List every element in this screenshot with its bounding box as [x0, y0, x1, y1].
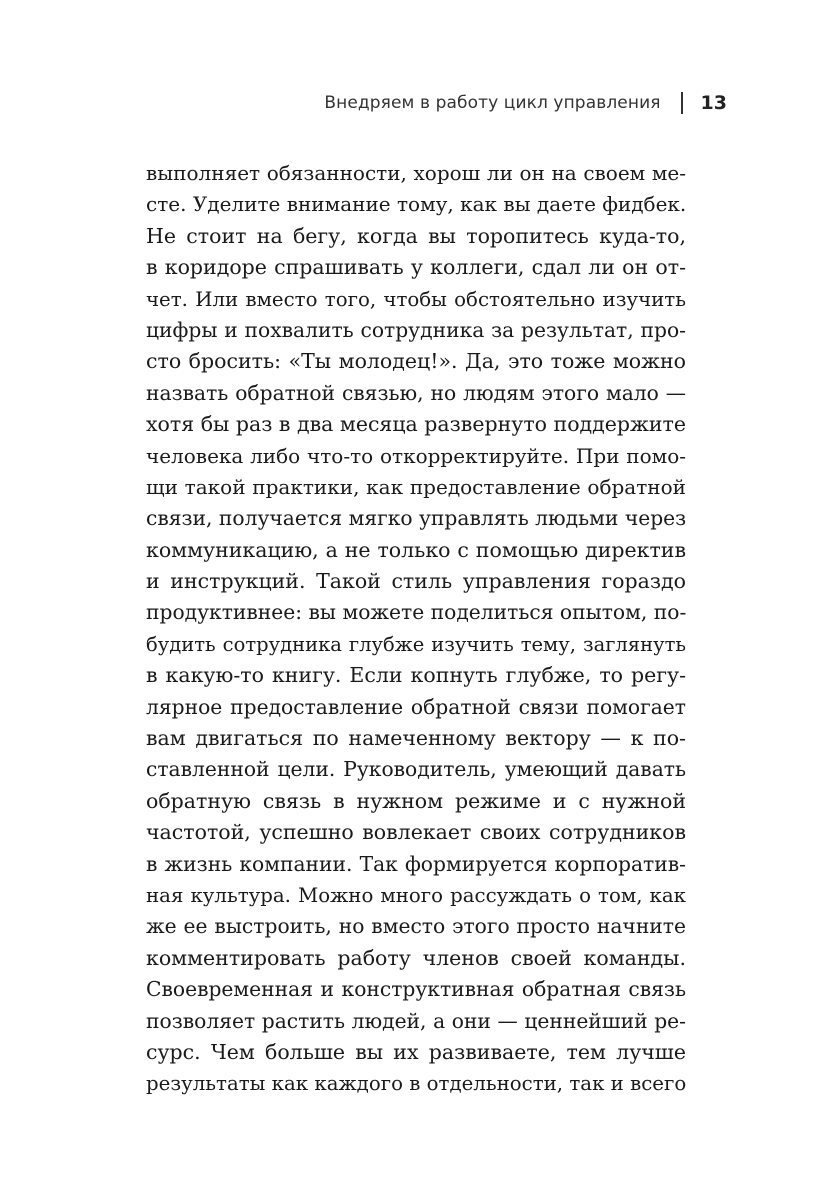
text-line: Не стоит на бегу, когда вы торопитесь куда-то,: [146, 223, 686, 248]
text-line: щи такой практики, как предоставление обратной: [146, 474, 686, 499]
text-line: частотой, успешно вовлекает своих сотрудников: [146, 820, 686, 845]
text-line: позволяет растить людей, а они — ценнейший ре-: [146, 1008, 686, 1033]
chapter-title: Внедряем в работу цикл управления: [324, 93, 661, 113]
text-line: выполняет обязанности, хорош ли он на своем ме-: [146, 161, 686, 185]
running-header: [324, 92, 727, 114]
text-line: вам двигаться по намеченному вектору — к по-: [146, 726, 686, 751]
text-line: обратную связь в нужном режиме и с нужной: [146, 788, 686, 813]
text-line: будить сотрудника глубже изучить тему, заглянуть: [146, 632, 686, 656]
text-line: коммуникацию, а не только с помощью директив: [146, 537, 686, 562]
text-line: комментировать работу членов своей команды.: [146, 945, 686, 970]
text-line: и инструкций. Такой стиль управления гораздо: [146, 569, 686, 594]
text-line: лярное предоставление обратной связи помогает: [146, 694, 686, 719]
text-line: в какую-то книгу. Если копнуть глубже, то регу-: [146, 663, 686, 688]
text-line: ставленной цели. Руководитель, умеющий давать: [146, 757, 686, 782]
text-line: чет. Или вместо того, чтобы обстоятельно изучить: [146, 287, 686, 311]
text-line: хотя бы раз в два месяца развернуто поддержите: [146, 412, 687, 437]
text-line: сто бросить: «Ты молодец!». Да, это тоже можно: [146, 349, 686, 374]
page-number: 13: [700, 92, 727, 114]
text-line: в коридоре спрашивать у коллеги, сдал ли он от-: [146, 255, 686, 280]
text-line: результаты как каждого в отдельности, так и всего: [146, 1072, 687, 1096]
text-line: человека либо что-то откорректируйте. При помо-: [146, 443, 686, 468]
body-text: [146, 158, 686, 1100]
text-line: назвать обратной связью, но людям этого мало —: [146, 380, 686, 405]
text-line: сурс. Чем больше вы их развиваете, тем лучше: [146, 1039, 686, 1064]
text-line: продуктивнее: вы можете поделиться опытом, по-: [146, 600, 687, 625]
text-line: связи, получается мягко управлять людьми через: [146, 506, 687, 531]
header-divider: [681, 92, 683, 114]
text-line: сте. Уделите внимание тому, как вы даете фидбек.: [146, 192, 687, 217]
text-line: ная культура. Можно много рассуждать о том, как: [146, 883, 686, 907]
text-line: Своевременная и конструктивная обратная связь: [146, 977, 686, 1002]
text-line: же ее выстроить, но вместо этого просто начните: [146, 914, 686, 939]
text-line: в жизнь компании. Так формируется корпоратив-: [146, 851, 686, 876]
text-line: цифры и похвалить сотрудника за результат, про-: [146, 317, 686, 342]
